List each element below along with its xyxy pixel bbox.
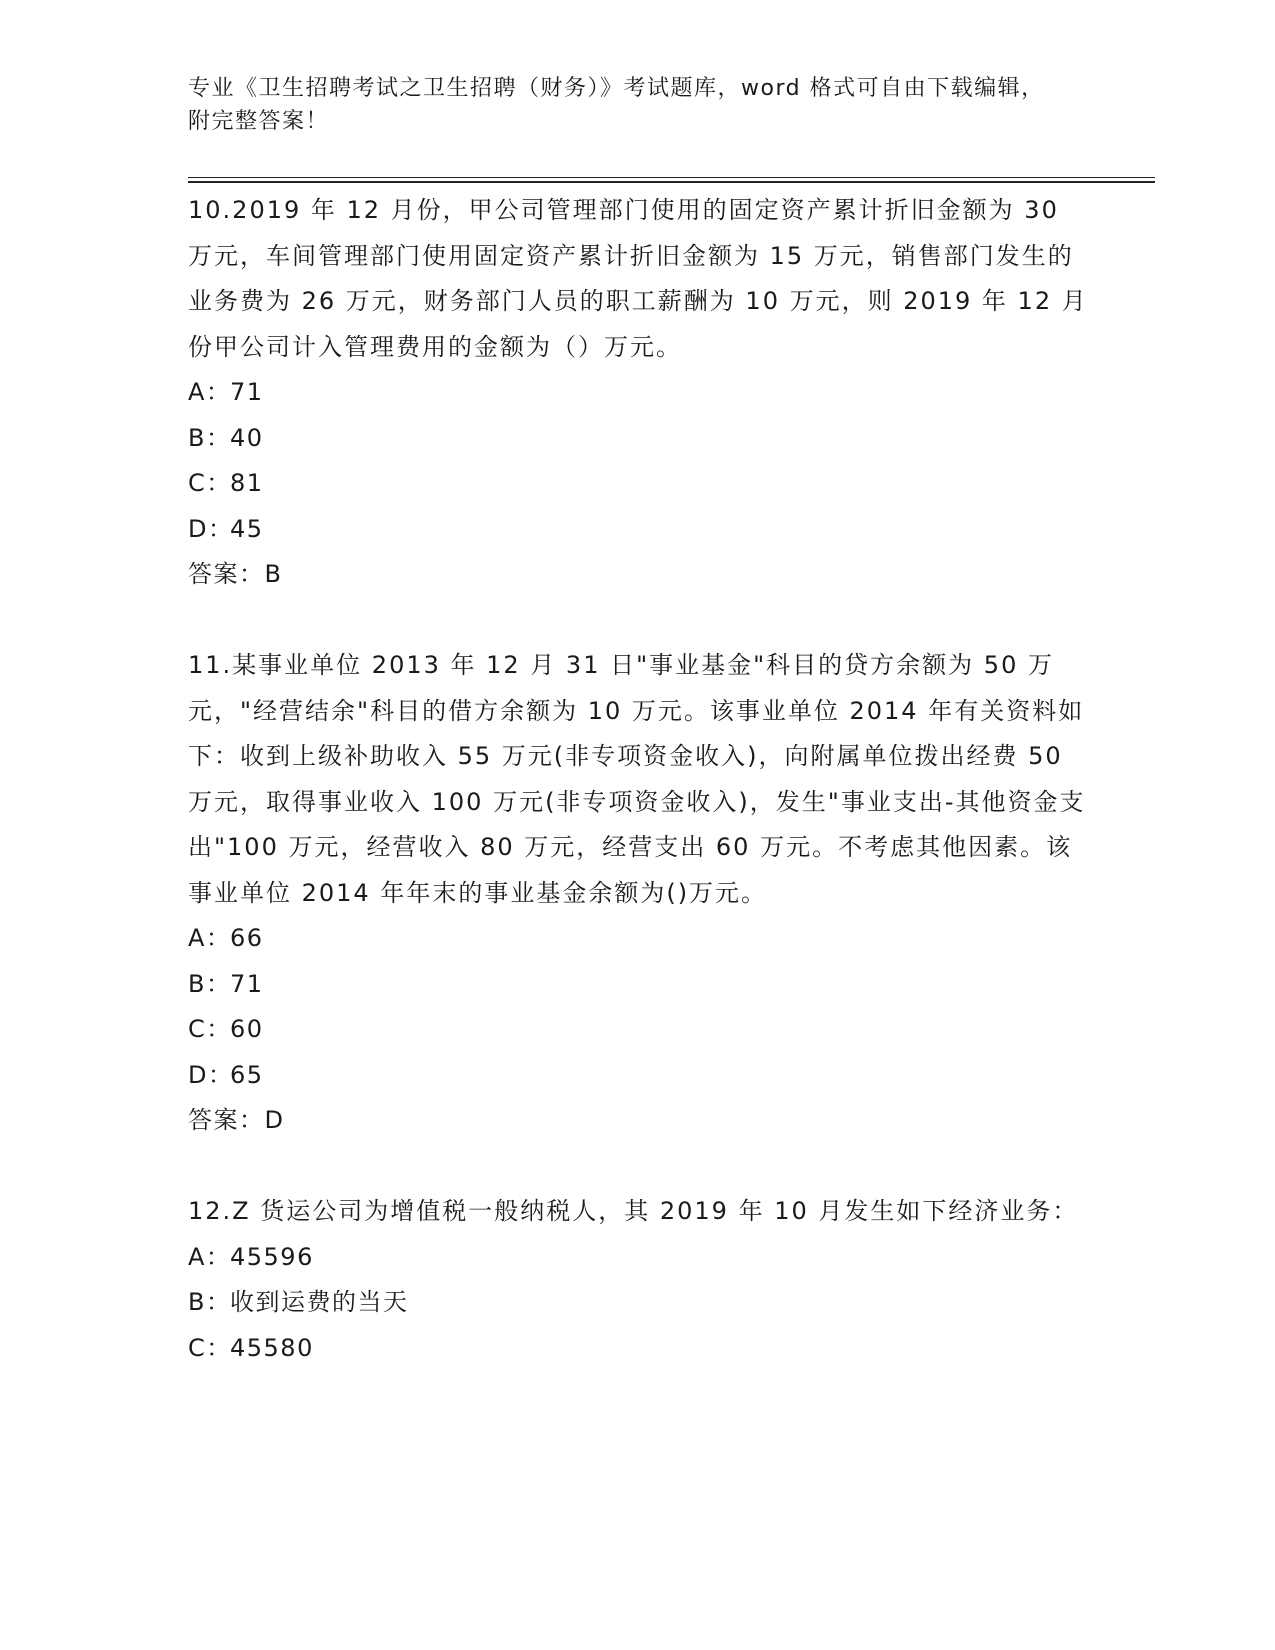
option-c [188, 461, 1088, 507]
option-letter: D： [188, 1060, 234, 1089]
option-b [188, 416, 1088, 462]
option-letter: B： [188, 969, 232, 998]
option-letter: A： [188, 1242, 232, 1271]
question-stem: 12.Z 货运公司为增值税一般纳税人，其 2019 年 10 月发生如下经济业务： [188, 1197, 1079, 1225]
option-text: 81 [230, 469, 264, 497]
option-d [188, 507, 1088, 553]
option-c [188, 1326, 1088, 1372]
option-a [188, 916, 1088, 962]
option-text: 45596 [230, 1242, 314, 1271]
option-letter: B： [188, 423, 232, 452]
option-text: 60 [230, 1015, 264, 1043]
question-list [188, 188, 1088, 1371]
option-text: 45 [230, 514, 264, 543]
option-text: 收到运费的当天 [230, 1288, 409, 1316]
question-stem: 11.某事业单位 2013 年 12 月 31 日"事业基金"科目的贷方余额为 50 万元，"经营结余"科目的借方余额为 10 万元。该事业单位 2014 年有关资料如下：收到上级补助收入 55 万元(非专项资金收入)，向附属单位拨出经费 50 万元，取得事业收入 100 万元(非专项资金收入)，发生"事业支出-其他资金支出"100 万元，经营收入 80 万元，经营支出 60 万元。不考虑其他因素。该事业单位 2014 年年末的事业基金余额为()万元。 [188, 651, 1086, 907]
header-divider [188, 177, 1155, 183]
option-a [188, 370, 1088, 416]
option-letter: B： [188, 1288, 232, 1316]
spacer [188, 1144, 1088, 1190]
spacer [188, 598, 1088, 644]
option-letter: A： [188, 378, 232, 406]
option-b [188, 1280, 1088, 1326]
question-12 [188, 1189, 1088, 1371]
option-text: 66 [230, 924, 264, 952]
option-text: 71 [230, 969, 264, 998]
option-letter: C： [188, 469, 232, 497]
option-letter: C： [188, 1333, 232, 1362]
question-10 [188, 188, 1088, 598]
option-b [188, 962, 1088, 1008]
option-letter: C： [188, 1015, 232, 1043]
page-header: 专业《卫生招聘考试之卫生招聘（财务）》考试题库，word 格式可自由下载编辑，附完整答案！ [188, 76, 1045, 134]
question-stem: 10.2019 年 12 月份，甲公司管理部门使用的固定资产累计折旧金额为 30 万元，车间管理部门使用固定资产累计折旧金额为 15 万元，销售部门发生的业务费为 26 万元，财务部门人员的职工薪酬为 10 万元，则 2019 年 12 月份甲公司计入管理费用的金额为（）万元。 [188, 196, 1088, 361]
option-a [188, 1235, 1088, 1281]
option-d [188, 1053, 1088, 1099]
option-text: 40 [230, 423, 264, 452]
option-c [188, 1007, 1088, 1053]
option-text: 65 [230, 1060, 264, 1089]
question-11 [188, 643, 1088, 1144]
option-text: 71 [230, 378, 264, 406]
option-letter: A： [188, 924, 232, 952]
option-letter: D： [188, 514, 234, 543]
answer-line: 答案：B [188, 560, 283, 588]
option-text: 45580 [230, 1333, 314, 1362]
answer-line: 答案：D [188, 1106, 285, 1134]
